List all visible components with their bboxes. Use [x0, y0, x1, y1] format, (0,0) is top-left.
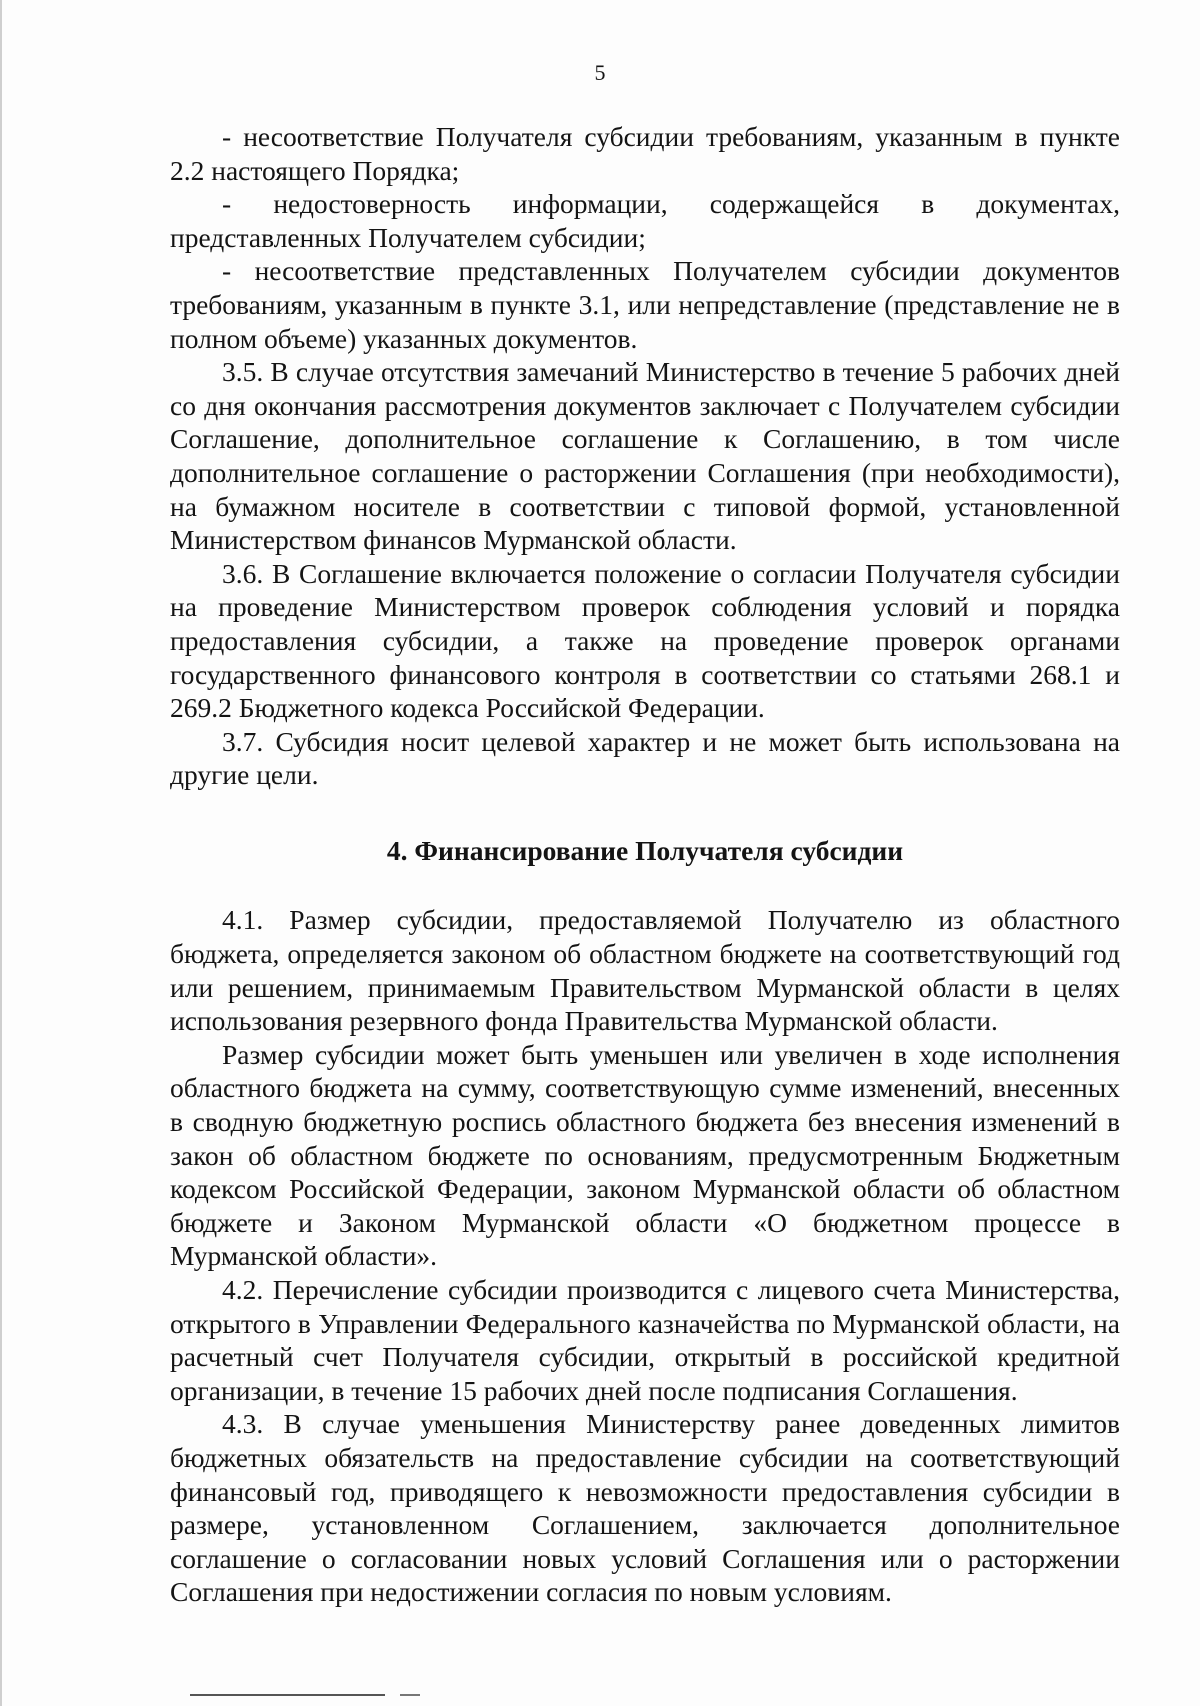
paragraph-4-2: 4.2. Перечисление субсидии производится с лицевого счета Министерства, открытого в Управлении Федерального казначейства по Мурманской области, на расчетный счет Получателя субсидии, открытый в российской кредитной организации, в течение 15 рабочих дней после подписания Соглашения. [170, 1274, 1120, 1406]
paragraph-4-1: 4.1. Размер субсидии, предоставляемой Получателю из областного бюджета, определяется законом об областном бюджете на соответствующий год или решением, принимаемым Правительством Мурманской области в целях использования резервного фонда Правительства Мурманской области. [170, 904, 1120, 1037]
paragraph-unreliable-info: - недостоверность информации, содержащейся в документах, представленных Получателем субсидии; [170, 188, 1120, 253]
page-number: 5 [594, 60, 606, 85]
paragraph-documents-noncompliance: - несоответствие представленных Получателем субсидии документов требованиям, указанным в пункте 3.1, или непредставление (представление не в полном объеме) указанных документов. [170, 255, 1120, 354]
paragraph-4-3: 4.3. В случае уменьшения Министерству ранее доведенных лимитов бюджетных обязательств на предоставление субсидии на соответствующий финансовый год, приводящего к невозможности предоставления субсидии в размере, установленном Соглашением, заключается дополнительное соглашение о согласовании новых условий Соглашения или о расторжении Соглашения при недостижении согласия по новым условиям. [170, 1408, 1120, 1608]
paragraph-3-5: 3.5. В случае отсутствия замечаний Министерство в течение 5 рабочих дней со дня окончания рассмотрения документов заключает с Получателем субсидии Соглашение, дополнительное соглашение к Соглашению, в том числе дополнительное соглашение о расторжении Соглашения (при необходимости), на бумажном носителе в соответствии с типовой формой, установленной Министерством финансов Мурманской области. [170, 356, 1120, 556]
page-left-edge [0, 0, 2, 1706]
paragraph-3-7: 3.7. Субсидия носит целевой характер и не может быть использована на другие цели. [170, 725, 1120, 791]
paragraph-subsidy-size-change: Размер субсидии может быть уменьшен или увеличен в ходе исполнения областного бюджета на сумму, соответствующую сумме изменений, внесенных в сводную бюджетную роспись областного бюджета без внесения изменений в закон об областном бюджете по основаниям, предусмотренным Бюджетным кодексом Российской Федерации, законом Мурманской области об областном бюджете и Законом Мурманской области «О бюджетном процессе в Мурманской области». [170, 1038, 1120, 1272]
section-heading: 4. Финансирование Получателя субсидии [386, 834, 904, 866]
paragraph-3-6: 3.6. В Соглашение включается положение о согласии Получателя субсидии на проведение Министерством проверок соблюдения условий и порядка предоставления субсидии, а также на проведение проверок органами государственного финансового контроля в соответствии со статьями 268.1 и 269.2 Бюджетного кодекса Российской Федерации. [170, 557, 1120, 724]
document-body [170, 120, 1120, 1609]
footer-rule [190, 1694, 385, 1696]
paragraph-noncompliance: - несоответствие Получателя субсидии требованиям, указанным в пункте 2.2 настоящего Порядка; [170, 121, 1120, 186]
footer-mark [400, 1694, 420, 1696]
